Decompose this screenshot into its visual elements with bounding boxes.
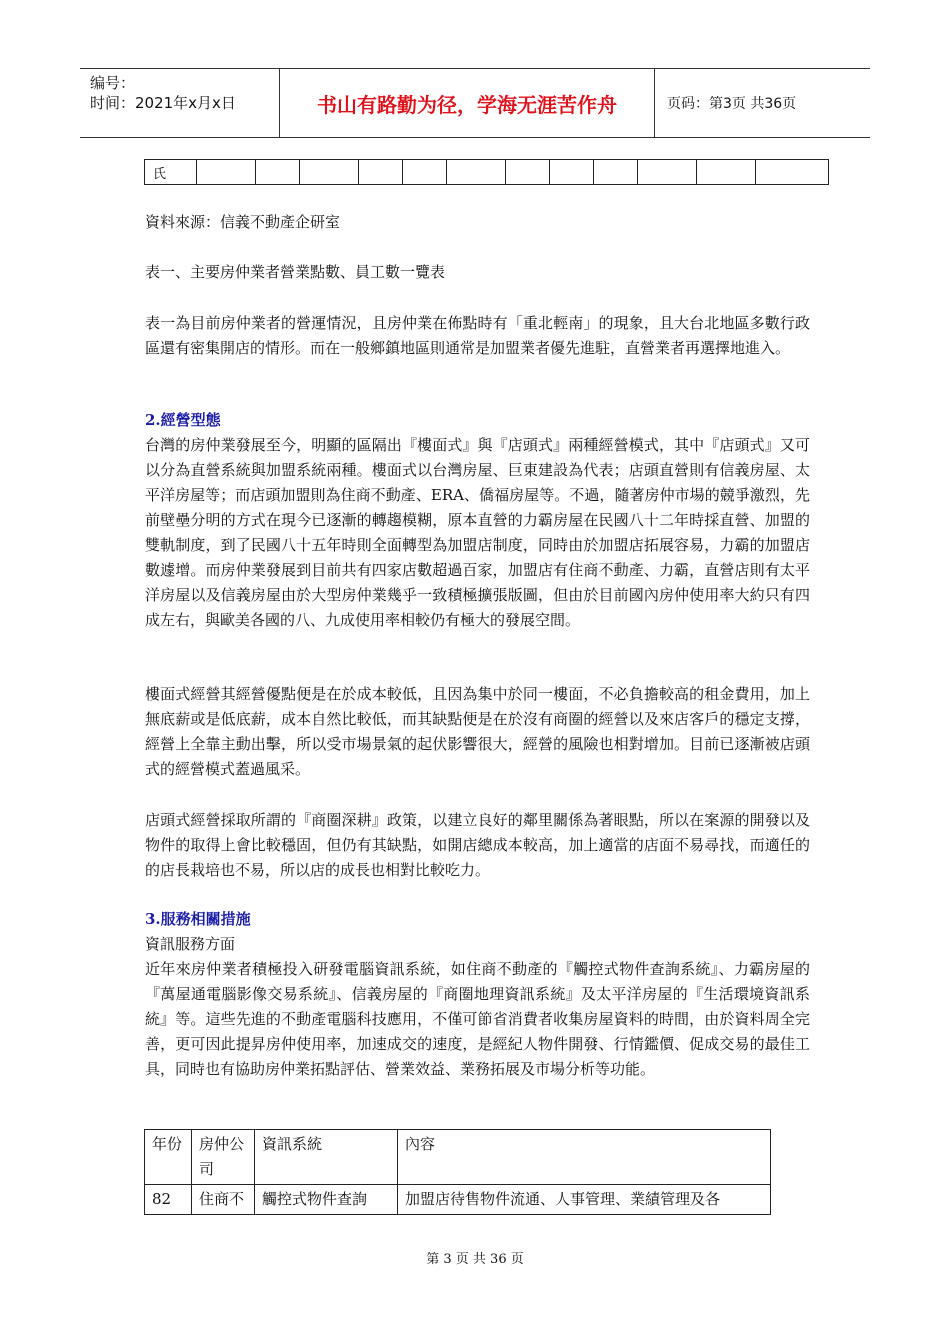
- header-cell: 資訊系統: [255, 1130, 398, 1185]
- table-cell: [256, 160, 300, 185]
- page-header: [80, 68, 870, 138]
- table-cell: [638, 160, 697, 185]
- page-footer: 第 3 页 共 36 页: [426, 1252, 524, 1267]
- table-cell: 住商不: [192, 1185, 255, 1215]
- table-caption: 表一、主要房仲業者營業點數、員工數一覽表: [145, 263, 446, 281]
- table-cell: [197, 160, 256, 185]
- header-cell: 年份: [145, 1130, 192, 1185]
- top-table-strip: [144, 159, 829, 185]
- source-note: 資料來源：信義不動產企研室: [145, 213, 341, 231]
- paragraph: 店頭式經營採取所謂的『商圈深耕』政策，以建立良好的鄰里關係為著眼點，所以在案源的開發以及物件的取得上會比較穩固，但仍有其缺點，如開店總成本較高，加上適當的店面不易尋找，而適任的的店長栽培也不易，所以店的成長也相對比較吃力。: [145, 811, 810, 879]
- info-system-table: [144, 1129, 771, 1215]
- table-cell: [403, 160, 447, 185]
- section-heading: 2.經營型態: [145, 411, 221, 429]
- table-row: [145, 1185, 771, 1215]
- table-cell: [697, 160, 756, 185]
- header-meta: [80, 69, 280, 137]
- table-cell: 氏: [145, 160, 197, 185]
- paragraph: 台灣的房仲業發展至今，明顯的區隔出『樓面式』與『店頭式』兩種經營模式，其中『店頭式』又可以分為直營系統與加盟系統兩種。樓面式以台灣房屋、巨東建設為代表；店頭直營則有信義房屋、太平洋房屋等；而店頭加盟則為住商不動產、ERA、僑福房屋等。不過，隨著房仲市場的競爭激烈，先前壁壘分明的方式在現今已逐漸的轉趨模糊，原本直營的力霸房屋在民國八十二年時採直營、加盟的雙軌制度，到了民國八十五年時則全面轉型為加盟店制度，同時由於加盟店拓展容易，力霸的加盟店數遽增。而房仲業發展到目前共有四家店數超過百家，加盟店有住商不動產、力霸，直營店則有太平洋房屋以及信義房屋由於大型房仲業幾乎一致積極擴張版圖，但由於目前國內房仲使用率大約只有四成左右，與歐美各國的八、九成使用率相較仍有極大的發展空間。: [145, 436, 810, 629]
- table-cell: [447, 160, 506, 185]
- table-cell: [506, 160, 550, 185]
- sub-heading: 資訊服務方面: [145, 935, 236, 953]
- table-header-row: [145, 1130, 771, 1185]
- number-label: 编号：: [90, 74, 136, 92]
- table-cell: 觸控式物件查詢: [255, 1185, 398, 1215]
- table-cell: [550, 160, 594, 185]
- page-indicator: 页码：第3页 共36页: [667, 96, 797, 112]
- paragraph: 樓面式經營其經營優點便是在於成本較低，且因為集中於同一樓面，不必負擔較高的租金費用，加上無底薪或是低底薪，成本自然比較低，而其缺點便是在於沒有商圈的經營以及來店客戶的穩定支撐，經營上全靠主動出擊，所以受市場景氣的起伏影響很大，經營的風險也相對增加。目前已逐漸被店頭式的經營模式蓋過風采。: [145, 685, 810, 778]
- table-cell: [300, 160, 359, 185]
- paragraph: 近年來房仲業者積極投入研發電腦資訊系統，如住商不動產的『觸控式物件查詢系統』、力霸房屋的『萬屋通電腦影像交易系統』、信義房屋的『商圈地理資訊系統』及太平洋房屋的『生活環境資訊系統』等。這些先進的不動產電腦科技應用，不僅可節省消費者收集房屋資料的時間，由於資料周全完善，更可因此提昇房仲使用率，加速成交的速度，是經紀人物件開發、行情鑑價、促成交易的最佳工具，同時也有協助房仲業拓點評估、營業效益、業務拓展及市場分析等功能。: [145, 960, 810, 1078]
- motto: 书山有路勤为径，学海无涯苦作舟: [280, 69, 655, 137]
- table-cell: [756, 160, 829, 185]
- header-cell: 房仲公司: [192, 1130, 255, 1185]
- table-cell: [594, 160, 638, 185]
- table-cell: 加盟店待售物件流通、人事管理、業績管理及各: [398, 1185, 771, 1215]
- table-cell: 82: [145, 1185, 192, 1215]
- date-label: 时间：2021年x月x日: [90, 94, 236, 112]
- table-cell: [359, 160, 403, 185]
- paragraph: 表一為目前房仲業者的營運情況，且房仲業在佈點時有「重北輕南」的現象，且大台北地區多數行政區還有密集開店的情形。而在一般鄉鎮地區則通常是加盟業者優先進駐，直營業者再選擇地進入。: [145, 314, 810, 357]
- header-cell: 內容: [398, 1130, 771, 1185]
- section-heading: 3.服務相關措施: [145, 910, 251, 928]
